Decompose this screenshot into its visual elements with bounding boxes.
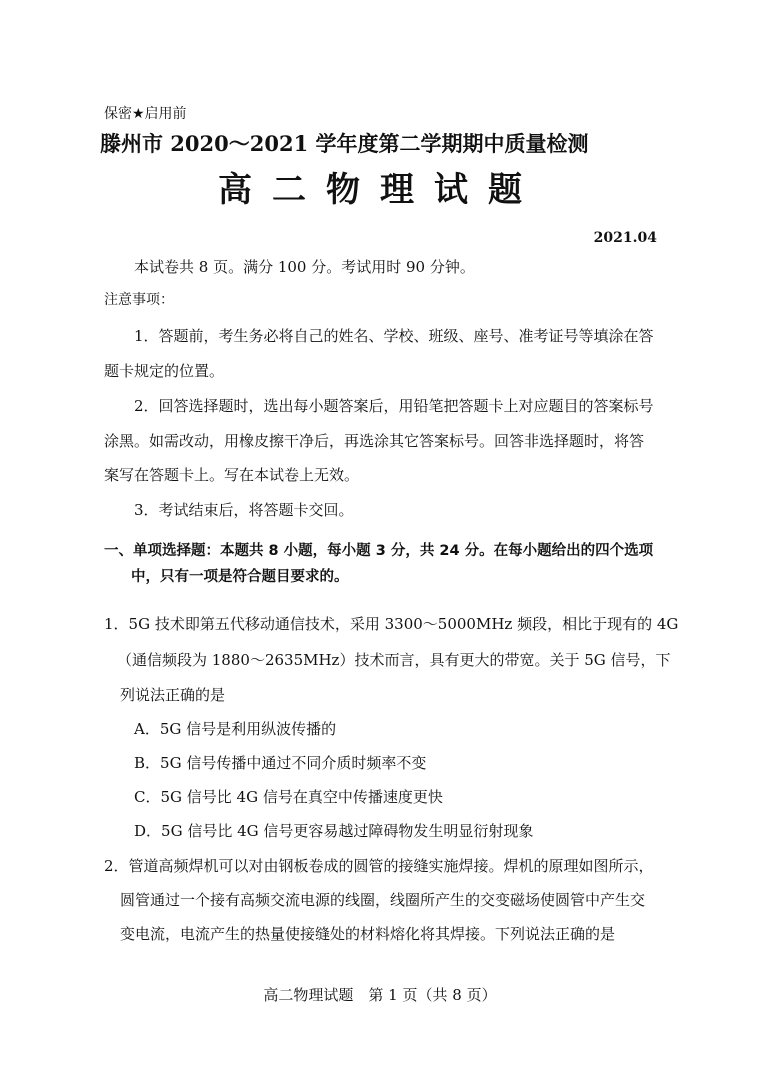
question-1-stem: 列说法正确的是 bbox=[120, 686, 226, 704]
question-1-option-d: D．5G 信号比 4G 信号更容易越过障碍物发生明显衍射现象 bbox=[134, 822, 534, 840]
question-1-option-c: C．5G 信号比 4G 信号在真空中传播速度更快 bbox=[134, 788, 443, 806]
notice-heading: 注意事项： bbox=[104, 292, 174, 308]
question-2-stem: 圆管通过一个接有高频交流电源的线圈，线圈所产生的交变磁场使圆管中产生交 bbox=[120, 891, 646, 909]
question-1-option-a: A．5G 信号是利用纵波传播的 bbox=[134, 720, 337, 738]
notice-line: 题卡规定的位置。 bbox=[104, 362, 225, 380]
question-1-option-b: B．5G 信号传播中通过不同介质时频率不变 bbox=[134, 754, 427, 772]
notice-line: 1．答题前，考生务必将自己的姓名、学校、班级、座号、准考证号等填涂在答 bbox=[134, 327, 654, 345]
notice-line: 案写在答题卡上。写在本试卷上无效。 bbox=[104, 466, 360, 484]
question-1-stem: （通信频段为 1880～2635MHz）技术而言，具有更大的带宽。关于 5G 信号，下 bbox=[117, 651, 671, 669]
notice-line: 2．回答选择题时，选出每小题答案后，用铅笔把答题卡上对应题目的答案标号 bbox=[134, 397, 654, 415]
notice-line: 3．考试结束后，将答题卡交回。 bbox=[134, 501, 354, 519]
notice-line: 涂黑。如需改动，用橡皮擦干净后，再选涂其它答案标号。回答非选择题时，将答 bbox=[104, 432, 645, 450]
section-heading: 一、单项选择题：本题共 8 小题，每小题 3 分，共 24 分。在每小题给出的四个选项 bbox=[104, 543, 654, 559]
subject-title: 高二物理试题 bbox=[218, 170, 542, 210]
exam-date: 2021.04 bbox=[593, 230, 657, 246]
exam-title: 滕州市 2020～2021 学年度第二学期期中质量检测 bbox=[100, 131, 589, 156]
question-2-stem: 2．管道高频焊机可以对由钢板卷成的圆管的接缝实施焊接。焊机的原理如图所示， bbox=[104, 857, 654, 875]
exam-intro: 本试卷共 8 页。满分 100 分。考试用时 90 分钟。 bbox=[134, 258, 475, 276]
page-footer: 高二物理试题 第 1 页（共 8 页） bbox=[263, 986, 497, 1004]
confidential-label: 保密★启用前 bbox=[104, 106, 187, 122]
question-1-stem: 1．5G 技术即第五代移动通信技术，采用 3300～5000MHz 频段，相比于现有的 4G bbox=[104, 615, 679, 633]
question-2-stem: 变电流，电流产生的热量使接缝处的材料熔化将其焊接。下列说法正确的是 bbox=[120, 925, 616, 943]
section-heading: 中，只有一项是符合题目要求的。 bbox=[131, 569, 349, 585]
